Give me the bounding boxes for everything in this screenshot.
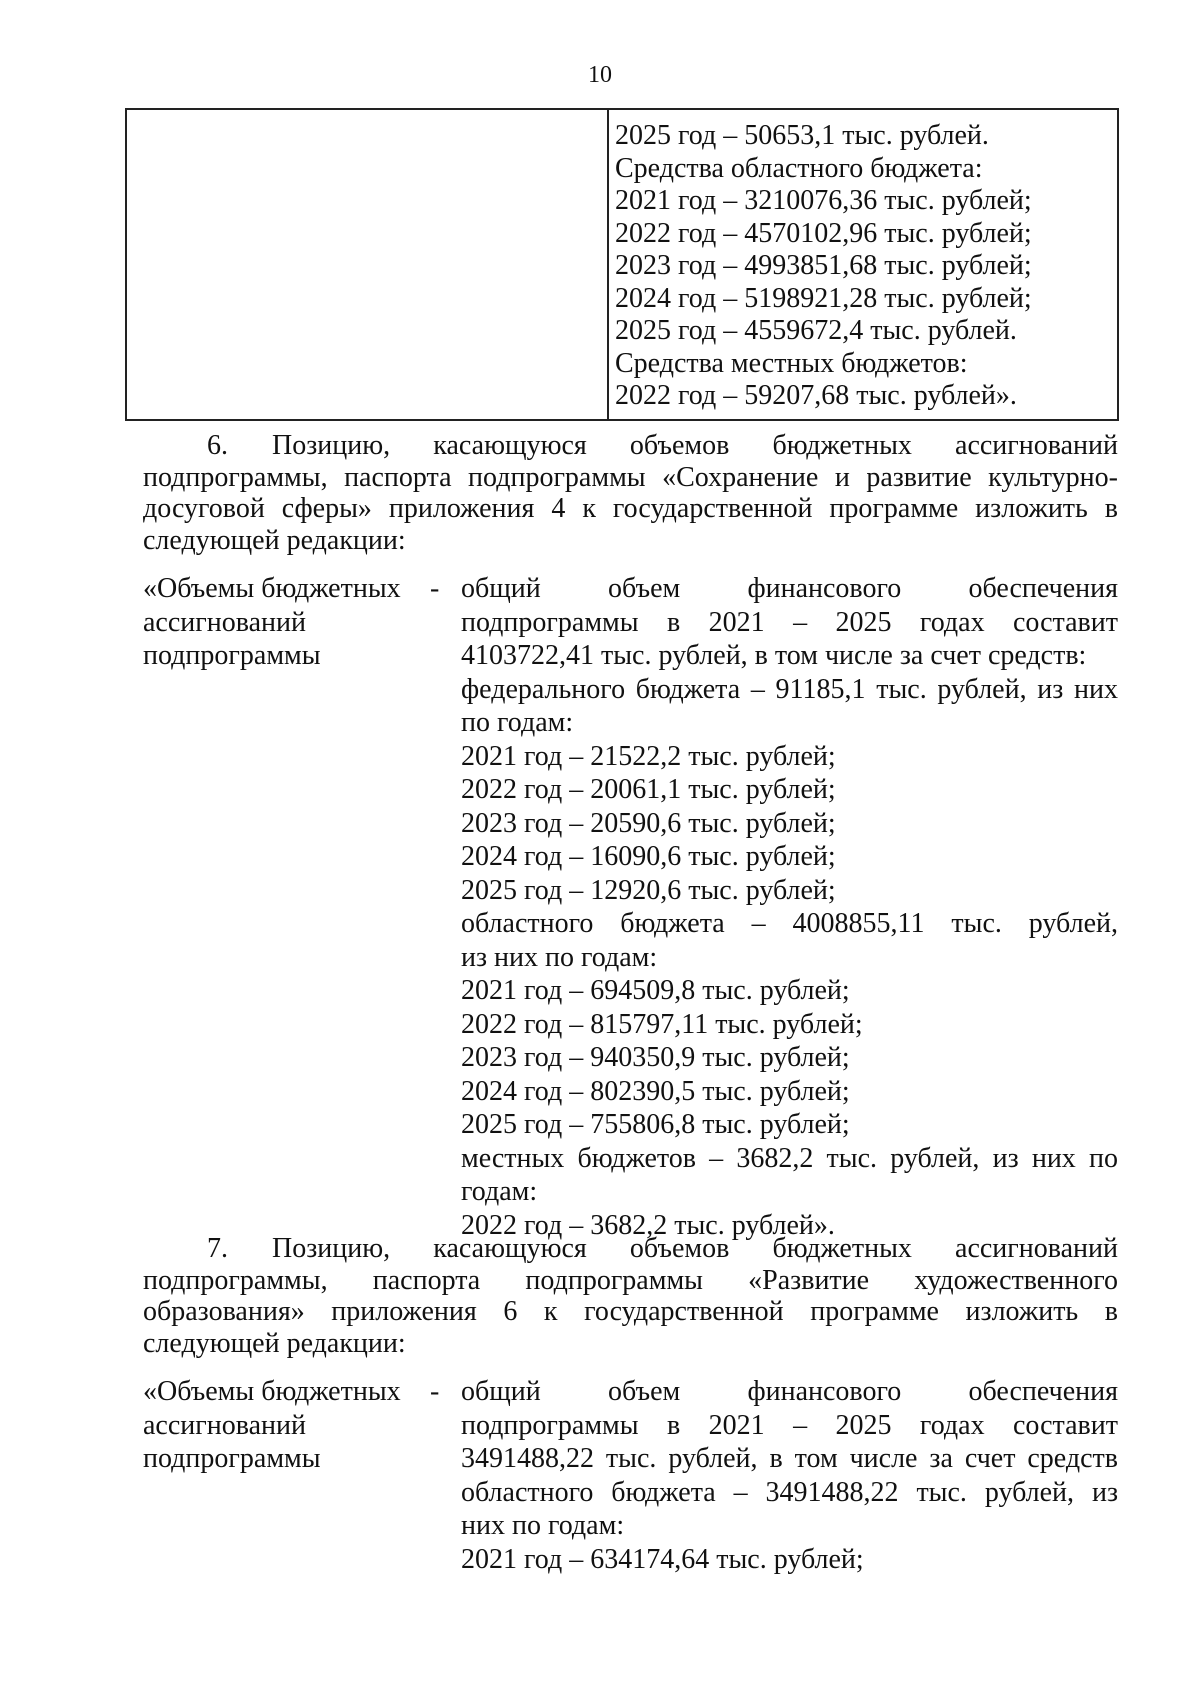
table-line: 2023 год – 4993851,68 тыс. рублей; [615,250,1032,281]
content-line: областного бюджета – 4008855,11 тыс. рублей, [461,908,1118,939]
content-line: областного бюджета – 3491488,22 тыс. рублей, из [461,1476,1118,1508]
table-line: 2022 год – 59207,68 тыс. рублей». [615,380,1017,411]
item-7-dash: - [430,1376,440,1407]
table-line: 2021 год – 3210076,36 тыс. рублей; [615,185,1032,216]
table-line: 2025 год – 50653,1 тыс. рублей. [615,120,989,151]
content-line: 2024 год – 16090,6 тыс. рублей; [461,841,836,872]
content-line: из них по годам: [461,941,658,973]
content-line: 2021 год – 634174,64 тыс. рублей; [461,1543,864,1575]
item-6-content [461,572,1118,1242]
table-line: Средства областного бюджета: [615,152,983,184]
table-empty-cell [127,110,609,419]
content-line: 2021 год – 694509,8 тыс. рублей; [461,975,850,1006]
label-line: «Объемы бюджетных [143,573,401,604]
content-line: 2025 год – 12920,6 тыс. рублей; [461,874,836,906]
item-6-number: 6. [207,430,228,461]
label-line: ассигнований [143,1409,306,1441]
content-line: 2023 год – 20590,6 тыс. рублей; [461,807,836,839]
content-line: 2022 год – 3682,2 тыс. рублей». [461,1209,835,1241]
content-line: 2024 год – 802390,5 тыс. рублей; [461,1075,850,1107]
item-6-dash: - [430,573,440,604]
table-line: 2025 год – 4559672,4 тыс. рублей. [615,315,1017,346]
content-line: 2021 год – 21522,2 тыс. рублей; [461,740,836,772]
label-line: подпрограммы [143,640,321,671]
item-7-label [143,1375,423,1476]
item-7-text: Позицию, касающуюся объемов бюджетных ассигнований подпрограммы, паспорта подпрограммы «Развитие художественного образования» приложения 6 к государственной программе изложить в следующей редакции: [143,1233,1118,1359]
content-line: 3491488,22 тыс. рублей, в том числе за счет средств [461,1443,1118,1474]
item-6-paragraph [143,430,1118,556]
content-line: них по годам: [461,1510,625,1541]
content-line: 4103722,41 тыс. рублей, в том числе за счет средств: [461,640,1087,671]
item-7-paragraph [143,1233,1118,1359]
item-7-content [461,1375,1118,1576]
content-line: федерального бюджета – 91185,1 тыс. рублей, из них [461,673,1118,705]
content-line: по годам: [461,707,574,738]
content-line: подпрограммы в 2021 – 2025 годах составит [461,606,1118,638]
table-line: 2022 год – 4570102,96 тыс. рублей; [615,217,1032,249]
content-line: годам: [461,1176,538,1207]
content-line: 2022 год – 815797,11 тыс. рублей; [461,1008,863,1040]
label-line: «Объемы бюджетных [143,1376,401,1407]
content-line: общий объем финансового обеспечения [461,1376,1118,1407]
label-line: подпрограммы [143,1443,321,1474]
table-line: Средства местных бюджетов: [615,347,968,379]
content-line: 2023 год – 940350,9 тыс. рублей; [461,1042,850,1073]
table-line: 2024 год – 5198921,28 тыс. рублей; [615,282,1032,314]
content-line: 2025 год – 755806,8 тыс. рублей; [461,1109,850,1140]
content-line: подпрограммы в 2021 – 2025 годах составит [461,1409,1118,1441]
label-line: ассигнований [143,606,306,638]
item-6-label [143,572,423,673]
table-funding-cell [609,110,1117,419]
page-number: 10 [588,62,612,88]
content-line: 2022 год – 20061,1 тыс. рублей; [461,774,836,805]
content-line: общий объем финансового обеспечения [461,573,1118,604]
item-7-number: 7. [207,1233,228,1264]
content-line: местных бюджетов – 3682,2 тыс. рублей, из них по [461,1142,1118,1174]
budget-table [125,108,1119,421]
item-6-text: Позицию, касающуюся объемов бюджетных ассигнований подпрограммы, паспорта подпрограммы «Сохранение и развитие культурно-досуговой сферы» приложения 4 к государственной программе изложить в следующей редакции: [143,430,1118,556]
